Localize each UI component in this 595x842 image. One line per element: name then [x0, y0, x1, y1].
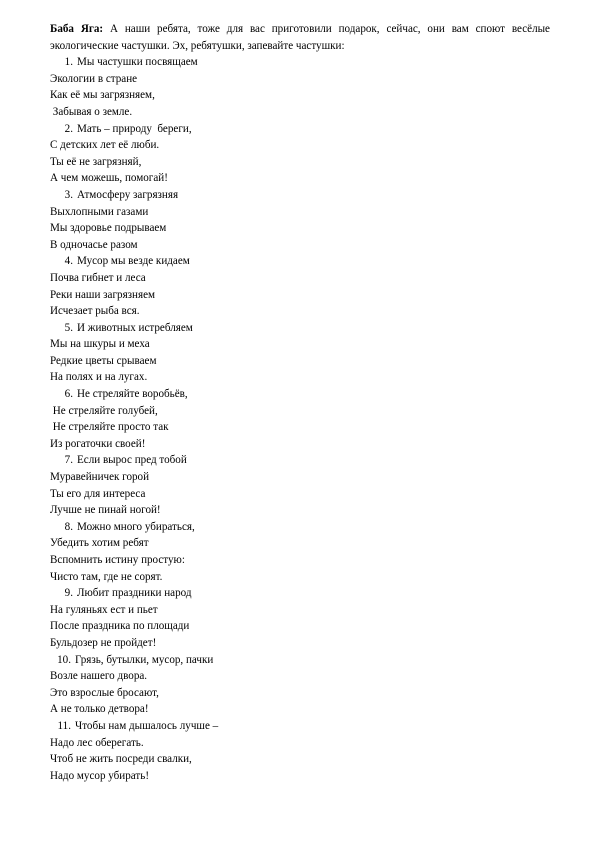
- verse-number: 10.: [57, 653, 71, 666]
- verse-first-line: [50, 54, 550, 71]
- verse-line: Не стреляйте просто так: [50, 421, 169, 434]
- verse-number: 8.: [64, 520, 73, 533]
- verse-block: [50, 652, 550, 718]
- verse-line-text: Любит праздники народ: [77, 587, 192, 600]
- verse-block: [50, 253, 550, 319]
- verse-block: [50, 54, 550, 120]
- verse-line-text: Мы частушки посвящаем: [77, 56, 198, 69]
- verse-line: Ты его для интереса: [50, 487, 146, 500]
- verse-line: Забывая о земле.: [50, 105, 133, 118]
- verse-line: Ты её не загрязняй,: [50, 155, 142, 168]
- verse-block: [50, 187, 550, 253]
- verse-first-line: [50, 519, 550, 536]
- verse-number: 4.: [64, 255, 73, 268]
- verse-line: Убедить хотим ребят: [50, 537, 149, 550]
- verse-number: 3.: [64, 188, 73, 201]
- verse-line: Почва гибнет и леса: [50, 271, 146, 284]
- verse-number: 1.: [64, 56, 73, 69]
- verse-first-line: [50, 386, 550, 403]
- verse-line-text: Если вырос пред тобой: [77, 454, 187, 467]
- verse-first-line: [50, 187, 550, 204]
- verse-line: Выхлопными газами: [50, 205, 149, 218]
- verse-line-text: Грязь, бутылки, мусор, пачки: [75, 653, 214, 666]
- verse-line-text: Не стреляйте воробьёв,: [77, 388, 188, 401]
- verse-line: Вспомнить истину простую:: [50, 554, 185, 566]
- verse-line: Бульдозер не пройдет!: [50, 636, 157, 649]
- verse-line: Муравейничек горой: [50, 471, 150, 484]
- verse-block: [50, 386, 550, 452]
- verse-line-text: Атмосферу загрязняя: [77, 188, 179, 201]
- verse-line: Экологии в стране: [50, 72, 138, 85]
- verse-first-line: [50, 253, 550, 270]
- verse-block: [50, 718, 550, 784]
- verse-line: Исчезает рыба вся.: [50, 305, 140, 318]
- verse-line: Не стреляйте голубей,: [50, 404, 158, 417]
- verse-first-line: [50, 452, 550, 469]
- verse-line: А чем можешь, помогай!: [50, 172, 168, 185]
- verse-line: На гуляньях ест и пьет: [50, 603, 158, 616]
- verse-line: Мы на шкуры и меха: [50, 338, 150, 351]
- verse-line: А не только детвора!: [50, 703, 149, 716]
- verse-number: 7.: [64, 454, 73, 467]
- verse-line: Это взрослые бросают,: [50, 686, 159, 699]
- verses-list: [50, 54, 550, 784]
- verse-line: Редкие цветы срываем: [50, 354, 157, 367]
- intro-text: А наши ребята, тоже для вас приготовили подарок, сейчас, они вам споют весёлые экологические частушки. Эх, ребятушки, запевайте частушки:: [50, 23, 550, 52]
- verse-first-line: [50, 652, 550, 669]
- verse-number: 5.: [64, 321, 73, 334]
- verse-line: В одночасье разом: [50, 238, 138, 251]
- verse-block: [50, 585, 550, 651]
- verse-block: [50, 519, 550, 585]
- verse-line: После праздника по площади: [50, 620, 190, 633]
- verse-line: На полях и на лугах.: [50, 371, 148, 384]
- verse-line: Из рогаточки своей!: [50, 437, 146, 450]
- verse-number: 6.: [64, 388, 73, 401]
- intro-paragraph: [50, 21, 550, 54]
- verse-number: 2.: [64, 122, 73, 135]
- verse-first-line: [50, 718, 550, 735]
- verse-line: Надо лес оберегать.: [50, 736, 144, 749]
- verse-line: Чтоб не жить посреди свалки,: [50, 753, 192, 766]
- verse-number: 11.: [57, 719, 71, 732]
- verse-line-text: Можно много убираться,: [77, 520, 195, 533]
- verse-line: Реки наши загрязняем: [50, 288, 156, 301]
- verse-line-text: И животных истребляем: [77, 321, 193, 334]
- verse-line: С детских лет её люби.: [50, 139, 160, 152]
- verse-line: Как её мы загрязняем,: [50, 89, 155, 102]
- verse-first-line: [50, 320, 550, 337]
- verse-first-line: [50, 585, 550, 602]
- verse-line: Чисто там, где не сорят.: [50, 570, 163, 583]
- verse-block: [50, 320, 550, 386]
- verse-line-text: Мусор мы везде кидаем: [77, 255, 190, 268]
- verse-line: Лучше не пинай ногой!: [50, 504, 161, 517]
- document-content: [50, 21, 550, 784]
- verse-number: 9.: [64, 587, 73, 600]
- verse-line: Надо мусор убирать!: [50, 769, 150, 782]
- speaker-label: Баба Яга:: [50, 23, 104, 35]
- verse-line-text: Мать – природу береги,: [77, 122, 192, 135]
- verse-line-text: Чтобы нам дышалось лучше –: [75, 719, 219, 732]
- verse-block: [50, 452, 550, 518]
- verse-block: [50, 121, 550, 187]
- verse-line: Возле нашего двора.: [50, 670, 148, 683]
- verse-first-line: [50, 121, 550, 138]
- verse-line: Мы здоровье подрываем: [50, 222, 167, 235]
